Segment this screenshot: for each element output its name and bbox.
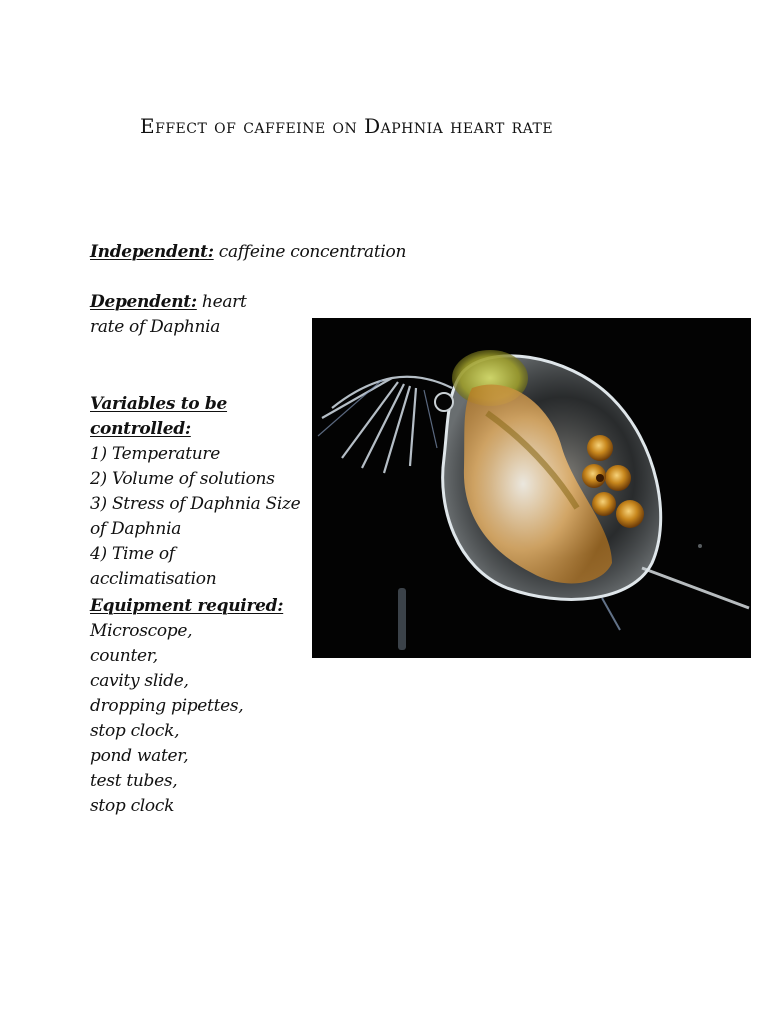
equipment-item: dropping pipettes,: [90, 696, 244, 716]
equipment-item: test tubes,: [90, 771, 178, 791]
independent-variable: [90, 240, 406, 265]
equipment-item: pond water,: [90, 746, 189, 766]
dependent-label: Dependent:: [90, 292, 197, 312]
controlled-variable-item: 2) Volume of solutions: [90, 469, 275, 489]
equipment-list: [90, 594, 290, 819]
equipment-item: Microscope,: [90, 621, 193, 641]
controlled-variables-label: Variables to be controlled:: [90, 394, 228, 439]
equipment-label: Equipment required:: [90, 596, 284, 616]
independent-value: caffeine concentration: [213, 242, 407, 262]
daphnia-illustration: [312, 318, 751, 658]
document-title: Effect of caffeine on Daphnia heart rate: [140, 114, 554, 138]
independent-label: Independent:: [90, 242, 214, 262]
equipment-item: stop clock: [90, 796, 175, 816]
daphnia-micrograph: [312, 318, 751, 658]
dependent-variable: [90, 290, 280, 340]
controlled-variable-item: 1) Temperature: [90, 444, 221, 464]
dependent-value: heart rate of Daphnia: [90, 292, 247, 337]
controlled-variable-item: 3) Stress of Daphnia Size of Daphnia: [90, 494, 301, 539]
controlled-variables: [90, 392, 305, 592]
equipment-item: stop clock,: [90, 721, 180, 741]
controlled-variable-item: 4) Time of acclimatisation: [90, 544, 217, 589]
equipment-item: counter,: [90, 646, 158, 666]
equipment-item: cavity slide,: [90, 671, 189, 691]
